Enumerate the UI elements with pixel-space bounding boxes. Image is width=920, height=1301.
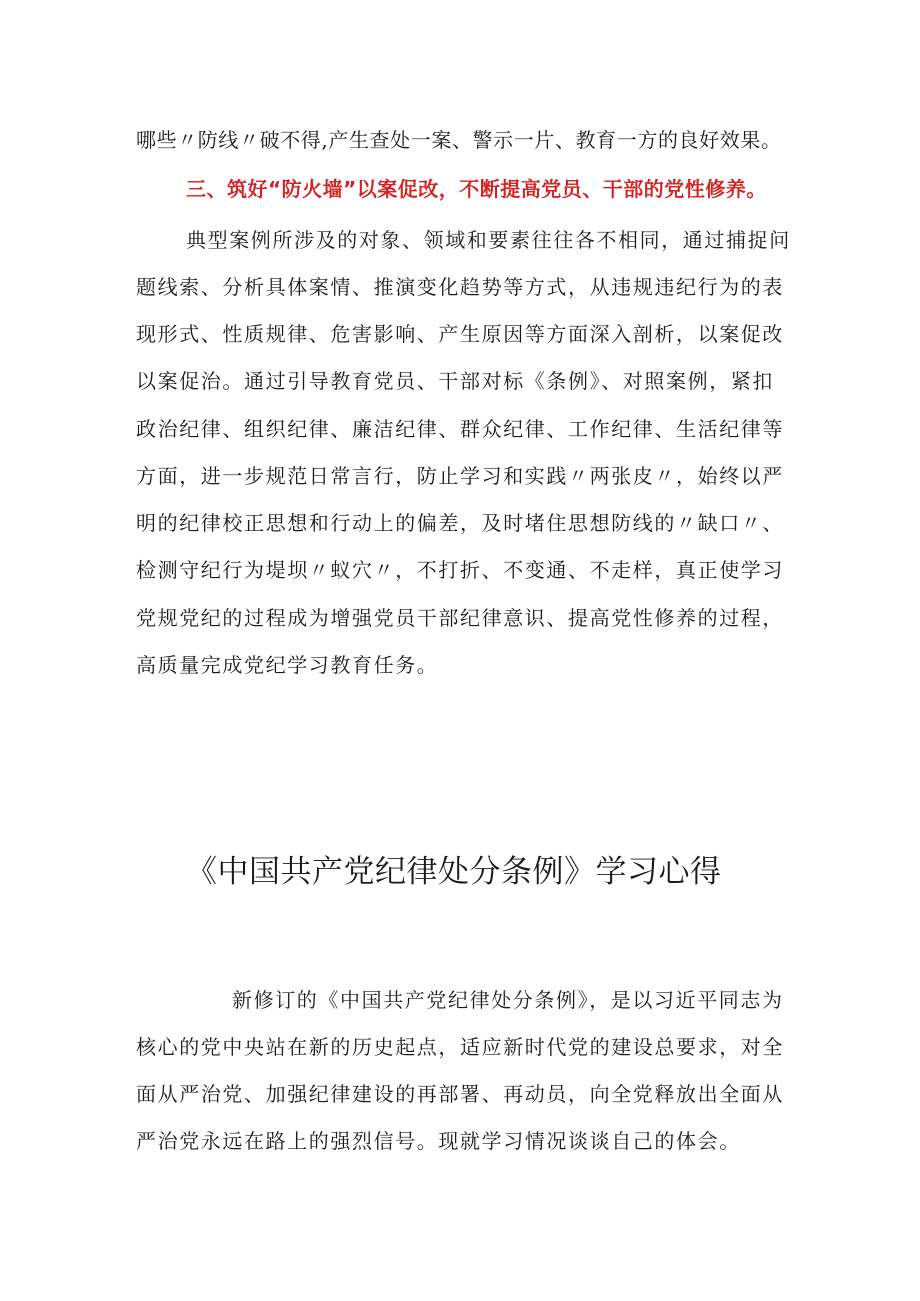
paragraph-line: 以案促治。通过引导教育党员、干部对标《条例》、对照案例，紧扣 <box>136 369 774 393</box>
paragraph-line: 高质量完成党纪学习教育任务。 <box>136 653 439 677</box>
paragraph-line: 面从严治党、加强纪律建设的再部署、再动员，向全党释放出全面从 <box>136 1082 784 1106</box>
paragraph-line: 现形式、性质规律、危害影响、产生原因等方面深入剖析，以案促改 <box>136 322 784 346</box>
paragraph-line-previous-end: 哪些〃防线〃破不得,产生查处一案、警示一片、教育一方的良好效果。 <box>136 128 782 152</box>
paragraph-line: 典型案例所涉及的对象、领域和要素往往各不相同，通过捕捉问 <box>186 228 791 252</box>
paragraph-line: 检测守纪行为堤坝〃蚁穴〃，不打折、不变通、不走样，真正使学习 <box>136 558 784 582</box>
paragraph-line: 方面，进一步规范日常言行，防止学习和实践〃两张皮〃，始终以严 <box>136 464 784 488</box>
paragraph-line: 党规党纪的过程成为增强党员干部纪律意识、提高党性修养的过程， <box>136 606 784 630</box>
paragraph-line: 新修订的《中国共产党纪律处分条例》，是以习近平同志为 <box>232 988 784 1012</box>
document-title: 《中国共产党纪律处分条例》学习心得 <box>186 854 722 890</box>
paragraph-line: 明的纪律校正思想和行动上的偏差，及时堵住思想防线的〃缺口〃、 <box>136 511 784 535</box>
section-heading: 三、筑好“防火墙”以案促改，不断提高党员、干部的党性修养。 <box>186 177 767 201</box>
paragraph-line: 题线索、分析具体案情、推演变化趋势等方式，从违规违纪行为的表 <box>136 275 784 299</box>
paragraph-line: 核心的党中央站在新的历史起点，适应新时代党的建设总要求，对全 <box>136 1035 784 1059</box>
paragraph-line: 严治党永远在路上的强烈信号。现就学习情况谈谈自己的体会。 <box>136 1129 741 1153</box>
paragraph-line: 政治纪律、组织纪律、廉洁纪律、群众纪律、工作纪律、生活纪律等 <box>136 417 784 441</box>
